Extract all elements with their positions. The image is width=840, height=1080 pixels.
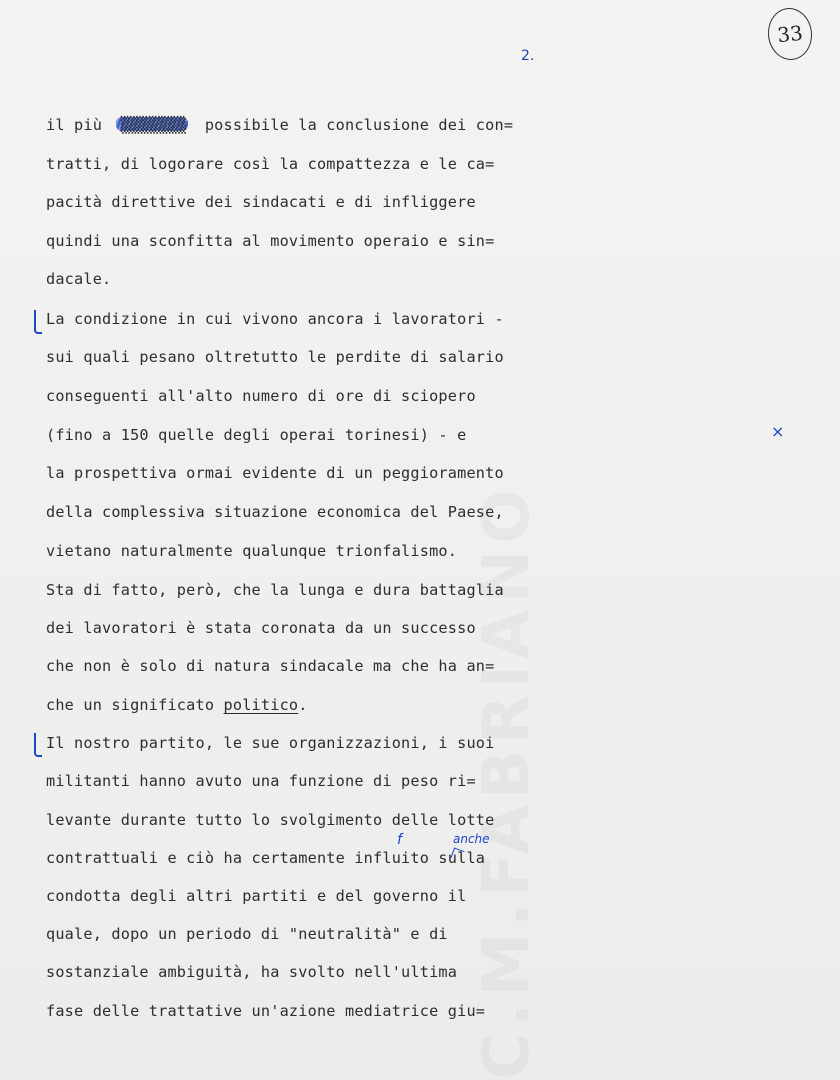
text-line: levante durante tutto lo svolgimento delle lotte xyxy=(46,811,495,829)
handwritten-correction-f: f xyxy=(397,832,402,848)
paper-watermark xyxy=(470,80,590,1080)
margin-cross-mark: × xyxy=(771,422,785,441)
folio-number-circle: 33 xyxy=(765,6,814,62)
paragraph-bracket-mark xyxy=(34,733,42,757)
text-line: La condizione in cui vivono ancora i lavoratori - xyxy=(46,310,504,328)
text-line: militanti hanno avuto una funzione di peso ri= xyxy=(46,772,476,790)
text-line: condotta degli altri partiti e del governo il xyxy=(46,887,467,905)
text-line: conseguenti all'alto numero di ore di sciopero xyxy=(46,387,476,405)
paragraph-bracket-mark xyxy=(34,310,42,334)
text-line: la prospettiva ormai evidente di un peggioramento xyxy=(46,464,504,482)
text-line: (fino a 150 quelle degli operai torinesi) - e xyxy=(46,426,467,444)
text-line: dei lavoratori è stata coronata da un successo xyxy=(46,619,476,637)
text-line: vietano naturalmente qualunque trionfalismo. xyxy=(46,542,458,560)
text-line: quindi una sconfitta al movimento operaio e sin= xyxy=(46,232,495,250)
text-line-end: . xyxy=(298,696,308,714)
text-line: fase delle trattative un'azione mediatrice giu= xyxy=(46,1002,486,1020)
text-line: sui quali pesano oltretutto le perdite di salario xyxy=(46,348,504,366)
text-line: Il nostro partito, le sue organizzazioni, i suoi xyxy=(46,734,495,752)
text-line-start: che un significato xyxy=(46,696,224,714)
text-line: della complessiva situazione economica del Paese, xyxy=(46,503,504,521)
text-line: pacità direttive dei sindacati e di infliggere xyxy=(46,193,476,211)
text-line: che non è solo di natura sindacale ma che ha an= xyxy=(46,657,495,675)
text-line: Sta di fatto, però, che la lunga e dura battaglia xyxy=(46,581,504,599)
text-line: il più ▒▒▒▒▒▒▒ possibile la conclusione dei con= xyxy=(46,116,514,134)
text-line: quale, dopo un periodo di "neutralità" e di xyxy=(46,925,448,943)
text-line: sostanziale ambiguità, ha svolto nell'ultima xyxy=(46,963,458,981)
text-line: contrattuali e ciò ha certamente influito sulla xyxy=(46,849,486,867)
text-line: tratti, di logorare così la compattezza e le ca= xyxy=(46,155,495,173)
underlined-word: politico xyxy=(223,696,299,714)
text-line xyxy=(46,696,308,714)
page-number: 2. xyxy=(521,48,535,64)
handwritten-insertion-anche: anche xyxy=(453,832,490,846)
text-line: dacale. xyxy=(46,270,112,288)
